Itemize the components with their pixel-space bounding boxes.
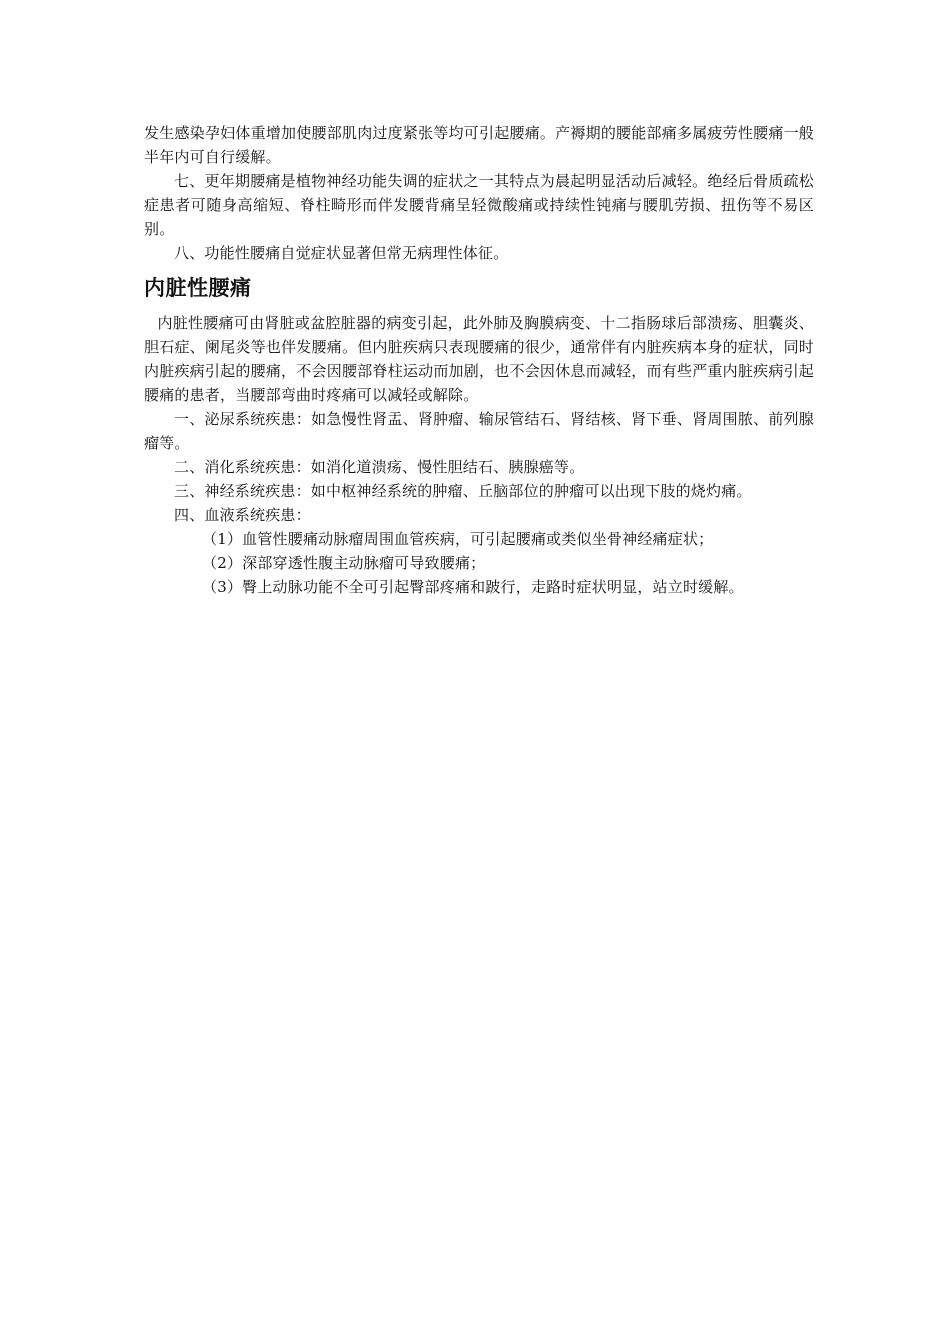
list-item-digestive: 二、消化系统疾患：如消化道溃疡、慢性胆结石、胰腺癌等。 (174, 458, 585, 476)
section-heading: 内脏性腰痛 (144, 276, 252, 300)
list-item-urinary: 一、泌尿系统疾患：如急慢性肾盂、肾肿瘤、输尿管结石、肾结核、肾下垂、肾周围脓、前列腺瘤等。 (144, 410, 814, 452)
paragraph-menopause: 七、更年期腰痛是植物神经功能失调的症状之一其特点为晨起明显活动后减轻。绝经后骨质疏松症患者可随身高缩短、脊柱畸形而伴发腰背痛呈轻微酸痛或持续性钝痛与腰肌劳损、扭伤等不易区别。 (144, 172, 814, 238)
document-body (144, 121, 814, 599)
sub-item-gluteal: （3）臀上动脉功能不全可引起臀部疼痛和跛行，走路时症状明显，站立时缓解。 (202, 578, 744, 596)
list-item-blood: 四、血液系统疾患： (174, 506, 311, 524)
list-item-nervous: 三、神经系统疾患：如中枢神经系统的肿瘤、丘脑部位的肿瘤可以出现下肢的烧灼痛。 (174, 482, 752, 500)
paragraph-functional: 八、功能性腰痛自觉症状显著但常无病理性体征。 (174, 244, 509, 262)
paragraph-intro: 内脏性腰痛可由肾脏或盆腔脏器的病变引起，此外肺及胸膜病变、十二指肠球后部溃疡、胆囊炎、胆石症、阑尾炎等也伴发腰痛。但内脏疾病只表现腰痛的很少，通常伴有内脏疾病本身的症状，同时内脏疾病引起的腰痛，不会因腰部脊柱运动而加剧，也不会因休息而减轻，而有些严重内脏疾病引起腰痛的患者，当腰部弯曲时疼痛可以减轻或解除。 (144, 314, 814, 404)
paragraph-postpartum: 发生感染孕妇体重增加使腰部肌肉过度紧张等均可引起腰痛。产褥期的腰能部痛多属疲劳性腰痛一般半年内可自行缓解。 (144, 124, 814, 166)
sub-item-aortic: （2）深部穿透性腹主动脉瘤可导致腰痛； (202, 554, 486, 572)
sub-item-vascular: （1）血管性腰痛动脉瘤周围血管疾病，可引起腰痛或类似坐骨神经痛症状； (202, 530, 714, 548)
